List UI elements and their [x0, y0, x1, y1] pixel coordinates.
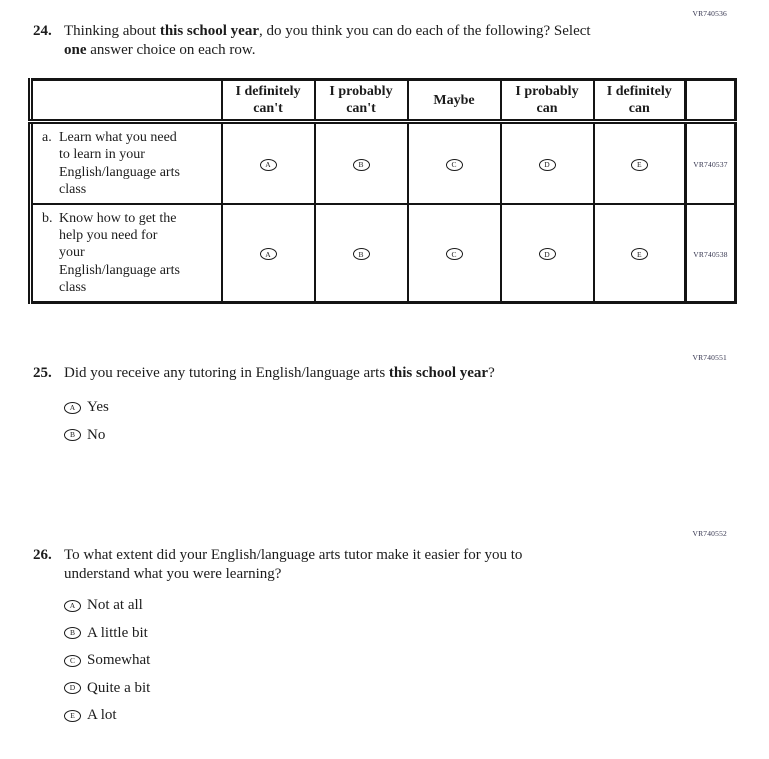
bubble-a-row-b[interactable]: A — [260, 248, 277, 260]
answer-cell-row-b-col-e — [594, 204, 686, 303]
bubble-e-a-lot[interactable]: E — [64, 710, 81, 722]
option-yes — [64, 400, 704, 415]
option-not-at-all-label: Not at all — [87, 597, 143, 613]
option-not-at-all — [64, 598, 704, 613]
form-code-q26: VR740552 — [692, 529, 727, 538]
option-a-lot-label: A lot — [87, 707, 117, 723]
form-code-q24: VR740536 — [692, 9, 727, 18]
option-a-little-bit-label: A little bit — [87, 624, 148, 641]
question-25-number: 25. — [33, 365, 52, 381]
question-25-text: Did you receive any tutoring in English/language arts this school year? — [64, 365, 495, 381]
option-no-label: No — [87, 426, 106, 443]
question-26-text: To what extent did your English/language arts tutor make it easier for you to understand what you were learning? — [64, 547, 523, 582]
row-a-code-cell — [686, 122, 736, 204]
answer-cell-row-b-col-b — [315, 204, 408, 303]
table-row-a — [31, 122, 736, 204]
question-26-number: 26. — [33, 547, 52, 563]
option-yes-label: Yes — [87, 399, 109, 415]
column-header-maybe: Maybe — [408, 80, 501, 122]
row-b-label-cell — [31, 204, 222, 303]
question-26 — [33, 546, 704, 736]
column-header-i-definitely-cant: I definitely can't — [222, 80, 315, 122]
option-no — [64, 428, 704, 443]
bubble-e-row-a[interactable]: E — [631, 159, 648, 171]
option-somewhat-label: Somewhat — [87, 652, 151, 668]
bubble-b-a-little-bit[interactable]: B — [64, 627, 81, 639]
answer-cell-row-b-col-a — [222, 204, 315, 303]
bubble-e-row-b[interactable]: E — [631, 248, 648, 260]
form-code-row-b: VR740538 — [693, 249, 728, 259]
question-24 — [33, 22, 704, 60]
answer-cell-row-b-col-d — [501, 204, 594, 303]
bubble-c-row-a[interactable]: C — [446, 159, 463, 171]
bubble-a-not-at-all[interactable]: A — [64, 600, 81, 612]
question-25 — [33, 364, 704, 455]
question-25-options — [64, 400, 704, 443]
bubble-a-row-a[interactable]: A — [260, 159, 277, 171]
bubble-c-somewhat[interactable]: C — [64, 655, 81, 667]
row-a-marker: a. — [42, 130, 52, 145]
question-24-number: 24. — [33, 23, 52, 39]
row-b-code-cell — [686, 204, 736, 303]
answer-cell-row-a-col-e — [594, 122, 686, 204]
question-26-options — [64, 598, 704, 723]
row-a-label: Learn what you need to learn in your English/language arts class — [59, 130, 180, 198]
answer-cell-row-b-col-c — [408, 204, 501, 303]
answer-cell-row-a-col-a — [222, 122, 315, 204]
answer-cell-row-a-col-c — [408, 122, 501, 204]
bubble-b-no[interactable]: B — [64, 429, 81, 441]
column-header-i-probably-can: I probably can — [501, 80, 594, 122]
option-a-little-bit — [64, 626, 704, 641]
form-code-q25: VR740551 — [692, 353, 727, 362]
row-b-marker: b. — [42, 210, 53, 226]
table-header-row — [31, 80, 736, 122]
row-b-label: Know how to get the help you need for your English/language arts class — [59, 210, 180, 296]
column-header-i-probably-cant: I probably can't — [315, 80, 408, 122]
option-quite-a-bit-label: Quite a bit — [87, 679, 151, 696]
bubble-b-row-b[interactable]: B — [353, 248, 370, 260]
form-code-row-a: VR740537 — [693, 160, 728, 170]
option-quite-a-bit — [64, 681, 704, 696]
answer-cell-row-a-col-d — [501, 122, 594, 204]
bubble-c-row-b[interactable]: C — [446, 248, 463, 260]
row-label-column-header — [31, 80, 222, 122]
answer-cell-row-a-col-b — [315, 122, 408, 204]
bubble-d-row-a[interactable]: D — [539, 159, 556, 171]
option-somewhat — [64, 653, 704, 668]
bubble-b-row-a[interactable]: B — [353, 159, 370, 171]
column-header-i-definitely-can: I definitely can — [594, 80, 686, 122]
option-a-lot — [64, 708, 704, 723]
bubble-d-row-b[interactable]: D — [539, 248, 556, 260]
q24-answer-table — [28, 78, 737, 304]
bubble-a-yes[interactable]: A — [64, 402, 81, 414]
table-row-b — [31, 204, 736, 303]
question-24-text: Thinking about this school year, do you think you can do each of the following? Select one answer choice on each row. — [64, 23, 591, 58]
code-column-header — [686, 80, 736, 122]
row-a-label-cell — [31, 122, 222, 204]
bubble-d-quite-a-bit[interactable]: D — [64, 682, 81, 694]
